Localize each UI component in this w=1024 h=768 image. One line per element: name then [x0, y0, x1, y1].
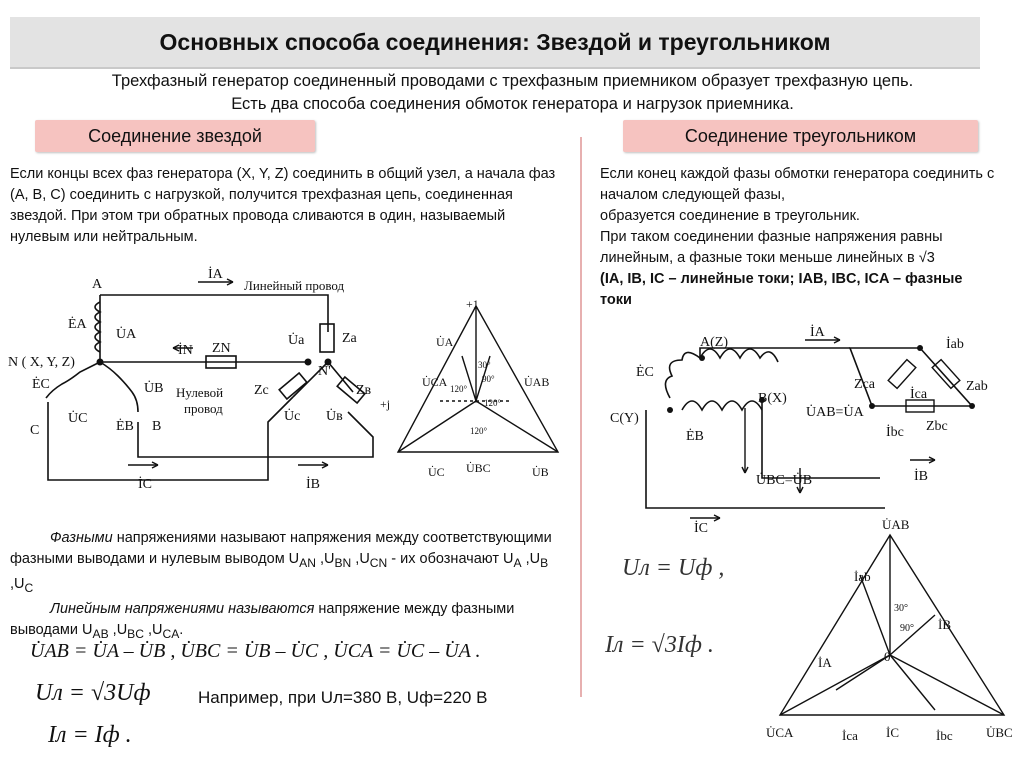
vector-UBC-label: U̇BC	[466, 461, 491, 475]
star-voltage-formula: Uл = √3Uф	[35, 680, 151, 706]
tri-node-AZ: A(Z)	[700, 335, 728, 350]
linear-wire-label: Линейный провод	[244, 278, 345, 293]
section-divider	[580, 137, 582, 697]
star-EA-label: ĖA	[68, 317, 87, 332]
vector-30-label: 30°	[478, 360, 491, 370]
triangle-text-2: образуется соединение в треугольник.	[600, 208, 860, 224]
tri-vector-30-label: 30°	[894, 603, 908, 614]
sub-AN: AN	[299, 555, 316, 570]
phase-text: напряжениями называют напряжения между соответствующими фазными выводами и нулевым выводом U	[10, 530, 552, 567]
tri-vector-Iab-label: İab	[854, 569, 871, 584]
phase-mid-1: ,U	[315, 551, 335, 567]
star-Za-label: Za	[342, 331, 357, 346]
star-IC-label: İC	[138, 477, 152, 492]
line-term: Линейным напряжениями называются	[50, 600, 315, 617]
line-text: напряжение между фазными выводами U	[10, 600, 515, 638]
star-Zc-label: Zc	[254, 383, 269, 398]
star-vector-diagram	[380, 296, 570, 486]
tri-Zbc-label: Zbc	[926, 419, 948, 434]
star-node-C: C	[30, 423, 40, 438]
star-node-A: A	[92, 277, 103, 292]
sub-CN: CN	[369, 555, 388, 570]
tri-UBC-label: U̇BC=U̇B	[756, 473, 813, 488]
sub-A: A	[513, 555, 522, 570]
sub-BC: BC	[127, 626, 144, 641]
vector-UC-label: U̇C	[428, 465, 445, 479]
tri-vector-UCA-label: U̇CA	[766, 725, 794, 740]
vector-120-label-3: 120°	[470, 426, 488, 436]
tri-Ica-label: İca	[910, 387, 928, 402]
intro-line-2: Есть два способа соединения обмоток генератора и нагрузок приемника.	[231, 95, 794, 113]
vector-90-label: 90°	[482, 374, 495, 384]
sub-C: C	[24, 580, 34, 595]
triangle-circuit-diagram	[610, 318, 1010, 533]
tri-vector-90-label: 90°	[900, 623, 914, 634]
star-section-header: Соединение звездой	[35, 120, 315, 152]
vector-120-label-2: 120°	[484, 398, 502, 408]
tri-UAB-label: U̇AB=U̇A	[806, 405, 864, 420]
triangle-section-header: Соединение треугольником	[623, 120, 978, 152]
vector-UA-label: U̇A	[436, 335, 454, 349]
line-mid-2: ,U	[143, 621, 163, 638]
tri-Ibc-label: İbc	[886, 425, 904, 440]
tri-vector-Ibc-label: İbc	[936, 728, 953, 743]
star-UB-label: U̇B	[144, 381, 164, 396]
sub-CA: CA	[162, 626, 180, 641]
tri-node-CY: C(Y)	[610, 411, 639, 426]
vector-plus1-label: +1	[466, 297, 479, 311]
phase-mid-2: ,U	[351, 551, 370, 567]
tri-Iab-label: İab	[946, 337, 964, 352]
triangle-current-formula: Iл = √3Iф .	[605, 632, 714, 658]
star-Ua-label: U̇a	[288, 333, 305, 348]
tri-vector-IC-label: İC	[886, 725, 899, 740]
star-IN-label: İN	[178, 343, 193, 358]
tri-EC-label: ĖC	[636, 365, 654, 380]
phase-definition	[10, 528, 560, 599]
vector-UB-label: U̇B	[532, 465, 549, 479]
tri-Zab-label: Zab	[966, 379, 988, 394]
star-circuit-diagram	[8, 262, 391, 497]
line-mid-1: ,U	[108, 621, 128, 638]
tri-IA-label: İA	[810, 325, 825, 340]
star-UA-label: U̇A	[116, 327, 137, 342]
tri-vector-Ica-label: İca	[842, 728, 858, 743]
star-Zb-label: Zв	[356, 383, 372, 398]
tri-vector-zero-label: 0	[884, 649, 891, 664]
neutral-wire-label-1: Нулевой	[176, 385, 224, 400]
star-UC-label: U̇C	[68, 411, 88, 426]
star-current-formula: Iл = Iф .	[48, 722, 132, 748]
sub-AB: AB	[92, 626, 109, 641]
phase-term: Фазными	[50, 530, 113, 546]
triangle-description	[600, 164, 995, 311]
tri-vector-IA-label: İA	[818, 655, 832, 670]
triangle-text-1: Если конец каждой фазы обмотки генератора соединить с началом следующей фазы,	[600, 166, 995, 203]
star-node-B: B	[152, 419, 162, 434]
star-Uc-label: U̇c	[284, 409, 301, 424]
line-end: .	[179, 621, 184, 638]
star-description: Если концы всех фаз генератора (X, Y, Z) соединить в общий узел, а начала фаз (A, B, C) соединить с нагрузкой, получится трехфазная цепь, соединенная звездой. При этом три обратных провода сливаются в один, называемый нулевым или нейтральным.	[10, 166, 556, 245]
vector-UCA-label: U̇CA	[422, 375, 448, 389]
neutral-wire-label-2: провод	[184, 401, 223, 416]
tri-vector-UBC-label: U̇BC	[986, 725, 1013, 740]
tri-IC-label: İC	[694, 521, 708, 533]
tri-IB-label: İB	[914, 469, 928, 484]
star-EB-label: ĖB	[116, 419, 134, 434]
star-EC-label: ĖC	[32, 377, 50, 392]
vector-UAB-label: U̇AB	[524, 375, 550, 389]
phase-mid-A: ,U	[521, 551, 541, 567]
tri-vector-UAB-label: U̇AB	[882, 517, 910, 532]
triangle-text-4: (IA, IB, IC – линейные токи; IAB, IBC, ICA – фазные токи	[600, 271, 963, 308]
star-node-N-prime: N'	[318, 364, 331, 379]
tri-node-BX: B(X)	[758, 391, 787, 406]
triangle-voltage-formula: Uл = Uф ,	[622, 555, 725, 581]
tri-EB-label: ĖB	[686, 429, 704, 444]
example-text: Например, при Uл=380 В, Uф=220 В	[198, 688, 488, 707]
star-IA-label: İA	[208, 267, 223, 282]
star-ZN-label: ZN	[212, 341, 231, 356]
intro-text	[20, 70, 1005, 116]
sub-B: B	[540, 555, 549, 570]
vector-plusj-label: +j	[380, 397, 391, 411]
vector-difference-formulas: U̇AB = U̇A – U̇B , U̇BC = U̇B – U̇C , U̇CA = U̇C – U̇A .	[30, 640, 481, 662]
page-title: Основных способа соединения: Звездой и треугольником	[10, 17, 980, 69]
tri-vector-IB-label: İB	[938, 617, 951, 632]
line-definition	[10, 599, 560, 645]
star-IB-label: İB	[306, 477, 320, 492]
phase-mid-3: - их обозначают U	[387, 551, 514, 567]
phase-mid-B: ,U	[10, 575, 25, 592]
sub-BN: BN	[334, 555, 352, 570]
triangle-text-3: При таком соединении фазные напряжения равны линейным, а фазные токи меньше линейных в √3	[600, 229, 943, 266]
vector-120-label-1: 120°	[450, 384, 468, 394]
star-node-N: N ( X, Y, Z)	[8, 355, 75, 370]
triangle-vector-diagram	[760, 515, 1022, 765]
star-Ub-label: U̇в	[326, 409, 343, 424]
definitions-block	[10, 528, 560, 645]
tri-Zca-label: Zca	[854, 377, 875, 392]
intro-line-1: Трехфазный генератор соединенный проводами с трехфазным приемником образует трехфазную цепь.	[111, 72, 914, 90]
